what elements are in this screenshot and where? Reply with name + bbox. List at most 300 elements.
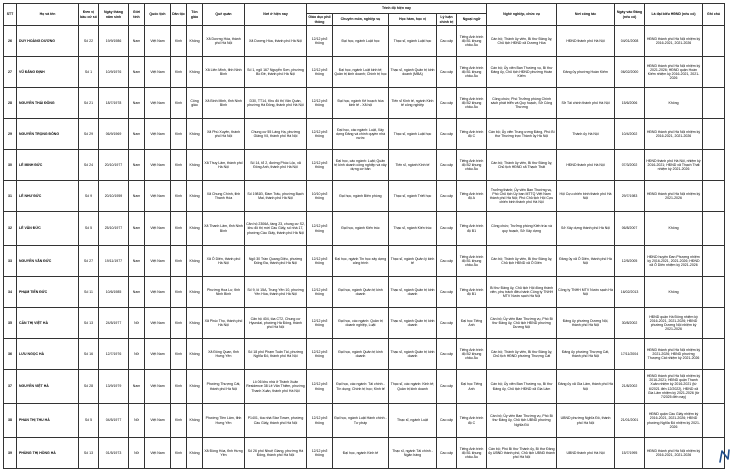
cell-delegate: HĐND quận Hà Đông nhiệm kỳ 2016-2021, 2021-2026; HĐND phường Dương Nội nhiệm kỳ 2021-2026 <box>645 308 703 339</box>
cell-job: Cán bộ; Ủy viên Ban Thường vụ, Bí thư Đảng ủy, Chủ tịch HĐND xã Gia Lâm <box>487 370 557 404</box>
cell-delegate: Không <box>645 212 703 246</box>
header-edu-group: Trình độ hiện nay <box>307 4 487 14</box>
cell-stt: 27 <box>4 57 17 88</box>
cell-general: 12/12 phổ thông <box>307 277 333 308</box>
cell-language: Tiếng Anh trình độ B2 khung châu Âu <box>457 88 487 119</box>
cell-stt: 28 <box>4 88 17 119</box>
cell-job: Cán bộ; Thành ủy viên, Bí thư Đảng ủy, Chủ tịch HĐND xã Thạch Thất <box>487 150 557 181</box>
cell-degree: Thạc sĩ, ngành Quản trị kinh doanh (MBA) <box>389 57 437 88</box>
cell-ethnicity: Kinh <box>171 339 187 370</box>
cell-stt: 32 <box>4 212 17 246</box>
cell-hometown: Xã Thanh Lâm, tỉnh Ninh Bình <box>203 212 245 246</box>
cell-hometown: Xã Đông Quan, tỉnh Hưng Yên <box>203 339 245 370</box>
cell-delegate: HĐND quận Cầu Giấy nhiệm kỳ 2016-2021, 2021-2026; HĐND phường Nghĩa Đô nhiệm kỳ 2021-2026 <box>645 404 703 438</box>
cell-religion: Không <box>187 404 203 438</box>
cell-dob: 01/5/1973 <box>99 438 129 469</box>
header-nationality: Quốc tịch <box>145 4 171 26</box>
cell-nationality: Việt Nam <box>145 246 171 277</box>
cell-party-date: 21/8/2002 <box>615 370 645 404</box>
cell-degree: Tiến sĩ, ngành Kinh tế <box>389 150 437 181</box>
cell-nationality: Việt Nam <box>145 277 171 308</box>
cell-note <box>703 404 725 438</box>
cell-degree: Thạc sĩ, ngành Quản lý kinh tế <box>389 246 437 277</box>
cell-party-date: 29/7/1983 <box>615 181 645 212</box>
cell-gender: Nữ <box>129 404 145 438</box>
cell-delegate: HĐND thành phố Hà Nội nhiệm kỳ 2016-2021, 2021-2026 <box>645 119 703 150</box>
cell-note <box>703 339 725 370</box>
cell-name: NGUYỄN VIỆT HÀ <box>17 370 79 404</box>
cell-politics: Cao cấp <box>437 181 457 212</box>
cell-party-date: 06/02/2000 <box>615 57 645 88</box>
cell-stt: 39 <box>4 438 17 469</box>
cell-general: 12/12 phổ thông <box>307 119 333 150</box>
table-row <box>4 181 725 212</box>
cell-job: Cán bộ; Thành ủy viên, Bí thư Đảng ủy, Chủ tịch HĐND phường Thượng Cát <box>487 339 557 370</box>
cell-stt: 33 <box>4 246 17 277</box>
cell-politics: Cao cấp <box>437 57 457 88</box>
cell-religion: Không <box>187 57 203 88</box>
header-unit: Đơn vị bầu cử số <box>79 4 99 26</box>
cell-specialty: Đại học, ngành Biên phòng <box>333 181 389 212</box>
header-specialty: Chuyên môn, nghiệp vụ <box>333 14 389 26</box>
cell-workplace: Đảng ủy xã Gia Lâm, thành phố Hà Nội <box>557 370 615 404</box>
cell-religion: Không <box>187 370 203 404</box>
cell-note <box>703 308 725 339</box>
header-general: Giáo dục phổ thông <box>308 15 331 24</box>
cell-hometown: Phường Thượng Cát, thành phố Hà Nội <box>203 370 245 404</box>
cell-language: Đại học Tiếng Anh <box>457 370 487 404</box>
cell-name: CẤN THỊ VIỆT HÀ <box>17 308 79 339</box>
cell-delegate: HĐND huyện Đan Phượng nhiệm kỳ 2016-2021, 2021-2026; HĐND xã Ô Diên nhiệm kỳ 2021-2026 <box>645 246 703 277</box>
header-hometown: Quê quán <box>203 4 245 26</box>
cell-party-date: 10/4/2002 <box>615 119 645 150</box>
cell-workplace: Công ty TNHH MTV Nước sạch Hà Nội <box>557 277 615 308</box>
cell-unit: Số 13 <box>79 438 99 469</box>
cell-residence: Căn hộ 404, tòa CT2, Chung cư Hyundai, phường Hà Đông, thành phố Hà Nội <box>245 308 307 339</box>
cell-specialty: Đại học, ngành Quản trị kinh doanh <box>333 339 389 370</box>
cell-specialty: Đại học, ngành Tin học xây dựng công trình <box>333 246 389 277</box>
cell-delegate: HĐND thành phố Hà Nội nhiệm kỳ 2021-2026 <box>645 181 703 212</box>
cell-unit: Số 28 <box>79 370 99 404</box>
cell-residence: Số 1, ngõ 167 Nguyễn Sơn, phường Bồ Đề, thành phố Hà Nội <box>245 57 307 88</box>
table-row <box>4 88 725 119</box>
cell-nationality: Việt Nam <box>145 438 171 469</box>
table-row <box>4 57 725 88</box>
cell-nationality: Việt Nam <box>145 88 171 119</box>
cell-degree: Thạc sĩ, ngành Luật học <box>389 119 437 150</box>
cell-job: Cán bộ; Thành ủy viên, Bí thư Đảng ủy, Chủ tịch HĐND xã Ô Diên <box>487 246 557 277</box>
cell-delegate: Không <box>645 88 703 119</box>
cell-religion: Không <box>187 277 203 308</box>
cell-residence: Số 9, lô 15A, Trung Yên 10, phường Yên Hòa, thành phố Hà Nội <box>245 277 307 308</box>
cell-stt: 37 <box>4 370 17 404</box>
cell-politics: Cao cấp <box>437 438 457 469</box>
cell-ethnicity: Kinh <box>171 277 187 308</box>
cell-delegate: HĐND thành phố Hà Nội nhiệm kỳ 2016-2021; HĐND quận Thanh Xuân nhiệm kỳ 2016-2021 (từ 6/2021 đến 12/2022), HĐND xã Gia Lâm nhiệm kỳ 2021-2026 (từ 7/2025 đến nay) <box>645 370 703 404</box>
cell-nationality: Việt Nam <box>145 370 171 404</box>
cell-general: 12/12 phổ thông <box>307 246 333 277</box>
cell-note <box>703 370 725 404</box>
cell-specialty: Đại học, ngành Luật Hành chính - Tư pháp <box>333 404 389 438</box>
cell-general: 12/12 phổ thông <box>307 57 333 88</box>
cell-workplace: Sở Tài chính thành phố Hà Nội <box>557 88 615 119</box>
cell-workplace: Đảng ủy xã Ô Diên, thành phố Hà Nội <box>557 246 615 277</box>
cell-hometown: Xã Thuỵ Lâm, thành phố Hà Nội <box>203 150 245 181</box>
cell-language: Tiếng Anh trình độ B2 khung châu Âu <box>457 150 487 181</box>
cell-party-date: 04/01/2008 <box>615 26 645 57</box>
cell-workplace: UBND thành phố Hà Nội <box>557 438 615 469</box>
cell-nationality: Việt Nam <box>145 119 171 150</box>
cell-job: Bí thư Đảng ủy, Chủ tịch Hội đồng thành viên, phụ trách điều hành Công ty TNHH MTV Nước sạch Hà Nội <box>487 277 557 308</box>
cell-specialty: Đại học, các ngành: Luật, Xây dựng Đảng và chính quyền nhà nước <box>333 119 389 150</box>
table-row <box>4 370 725 404</box>
cell-language: Tiếng Anh trình độ B1 khung châu Âu <box>457 438 487 469</box>
cell-party-date: 15/6/2006 <box>615 88 645 119</box>
cell-job: Cán bộ; Phó Bí thư Thành ủy, Bí thư Đảng ủy UBND thành phố, Chủ tịch UBND thành phố Hà Nội <box>487 438 557 469</box>
cell-general: 12/12 phổ thông <box>307 370 333 404</box>
cell-workplace: Hội Cựu chiến binh thành phố Hà Nội <box>557 181 615 212</box>
cell-workplace: Thành ủy Hà Nội <box>557 119 615 150</box>
cell-religion: Không <box>187 308 203 339</box>
table-row <box>4 438 725 469</box>
cell-job: Cán bộ; Thành ủy viên, Bí thư Đảng ủy, Chủ tịch HĐND xã Dương Hòa <box>487 26 557 57</box>
cell-politics: Cao cấp <box>437 339 457 370</box>
cell-workplace: Đảng ủy phường Dương Nội, thành phố Hà Nội <box>557 308 615 339</box>
cell-stt: 38 <box>4 404 17 438</box>
cell-general: 12/12 phổ thông <box>307 26 333 57</box>
cell-residence: Xã Dương Hòa, thành phố Hà Nội <box>245 26 307 57</box>
cell-residence: Lô 06 khu nhà ở Thành Xuân Residence 38 Lê Văn Thiêm, phường Thanh Xuân, thành phố Hà Nội <box>245 370 307 404</box>
cell-religion: Không <box>187 212 203 246</box>
cell-name: LÊ MINH ĐỨC <box>17 150 79 181</box>
cell-party-date: 07/3/2002 <box>615 150 645 181</box>
cell-party-date: 30/8/2002 <box>615 308 645 339</box>
cell-general: 12/12 phổ thông <box>307 339 333 370</box>
cell-ethnicity: Kinh <box>171 308 187 339</box>
cell-party-date: 21/01/2001 <box>615 404 645 438</box>
cell-note <box>703 181 725 212</box>
cell-delegate: HĐND thành phố Hà Nội nhiệm kỳ 2021-2026; HĐND phường Thượng Cát nhiệm kỳ 2021-2026 <box>645 339 703 370</box>
cell-ethnicity: Kinh <box>171 119 187 150</box>
cell-delegate: Không <box>645 277 703 308</box>
cell-hometown: Xã Đồng Hòa, tỉnh Hưng Yên <box>203 438 245 469</box>
cell-ethnicity: Kinh <box>171 150 187 181</box>
header-party-date: Ngày vào Đảng (nếu có) <box>615 4 645 26</box>
cell-religion: Không <box>187 150 203 181</box>
table-row <box>4 212 725 246</box>
cell-unit: Số 9 <box>79 181 99 212</box>
cell-workplace: Đảng ủy phường Hoàn Kiếm <box>557 57 615 88</box>
header-religion: Tôn giáo <box>187 4 203 26</box>
cell-delegate: HĐND thành phố Hà Nội, nhiệm kỳ 2016-2021; HĐND xã Thạch Thất nhiệm kỳ 2021-2026 <box>645 150 703 181</box>
cell-gender: Nam <box>129 246 145 277</box>
cell-degree: Thạc sĩ, ngành Kiến trúc <box>389 212 437 246</box>
cell-nationality: Việt Nam <box>145 26 171 57</box>
cell-dob: 20/10/1977 <box>99 150 129 181</box>
cell-name: PHÙNG THỊ HỒNG HÀ <box>17 438 79 469</box>
cell-workplace: HĐND thành phố Hà Nội <box>557 26 615 57</box>
cell-workplace: Sở Xây dựng thành phố Hà Nội <box>557 212 615 246</box>
cell-stt: 29 <box>4 119 17 150</box>
cell-degree: Thạc sĩ, ngành Tài chính - Ngân hàng <box>389 438 437 469</box>
cell-ethnicity: Kinh <box>171 181 187 212</box>
cell-specialty: Đại học, ngành Quản trị kinh doanh <box>333 277 389 308</box>
cell-gender: Nam <box>129 119 145 150</box>
cell-nationality: Việt Nam <box>145 181 171 212</box>
cell-degree: Thạc sĩ, ngành Luật <box>389 404 437 438</box>
cell-degree: Thạc sĩ, các ngành: Kinh tế; Quản trị kinh doanh <box>389 370 437 404</box>
cell-delegate: HĐND thành phố Hà Nội nhiệm kỳ 2021-2026; HĐND quận Hoàn Kiếm nhiệm kỳ 2016-2021, 2021-2026 <box>645 57 703 88</box>
cell-ethnicity: Kinh <box>171 404 187 438</box>
cell-stt: 34 <box>4 277 17 308</box>
cell-religion: Không <box>187 438 203 469</box>
cell-language: Tiếng Anh trình độ C <box>457 119 487 150</box>
cell-language: Tiếng Anh trình độ B1 khung châu Âu <box>457 57 487 88</box>
cell-specialty: Đại học, ngành Kinh tế <box>333 438 389 469</box>
cell-nationality: Việt Nam <box>145 308 171 339</box>
cell-general: 10/10 phổ thông <box>307 181 333 212</box>
cell-dob: 25/10/1977 <box>99 212 129 246</box>
cell-name: NGUYỄN VĂN ĐỨC <box>17 246 79 277</box>
cell-dob: 24/5/1977 <box>99 308 129 339</box>
header-stt: STT <box>4 4 17 26</box>
header-politics: Lý luận chính trị <box>437 14 457 26</box>
cell-general: 12/12 phổ thông <box>307 308 333 339</box>
cell-hometown: Xã Chung Chính, tỉnh Thanh Hóa <box>203 181 245 212</box>
cell-hometown: Xã Ô Diên, thành phố Hà Nội <box>203 246 245 277</box>
cell-politics: Cao cấp <box>437 370 457 404</box>
cell-politics: Cao cấp <box>437 26 457 57</box>
cell-unit: Số 24 <box>79 150 99 181</box>
cell-party-date: 06/8/2007 <box>615 212 645 246</box>
cell-dob: 18/7/1978 <box>99 88 129 119</box>
cell-residence: Số 18 phố Phạm Tuấn Tài, phường Nghĩa Đô, thành phố Hà Nội <box>245 339 307 370</box>
cell-name: LÊ NHƯ ĐỨC <box>17 181 79 212</box>
header-name: Họ và tên <box>17 4 79 26</box>
cell-nationality: Việt Nam <box>145 404 171 438</box>
cell-language: Tiếng Anh trình độ B1 khung châu Âu <box>457 26 487 57</box>
watermark-logo-icon <box>717 447 735 465</box>
cell-residence: Chung cư 55 Láng Hạ, phường Giảng Võ, thành phố Hà Nội <box>245 119 307 150</box>
cell-job: Cán bộ; Ủy viên Trung ương Đảng, Phó Bí thư Thường trực Thành ủy Hà Nội <box>487 119 557 150</box>
cell-religion: Không <box>187 26 203 57</box>
cell-unit: Số 11 <box>79 277 99 308</box>
cell-ethnicity: Kinh <box>171 246 187 277</box>
header-gender: Giới tính <box>129 4 145 26</box>
cell-stt: 30 <box>4 150 17 181</box>
cell-note <box>703 246 725 277</box>
cell-workplace: HĐND thành phố Hà Nội <box>557 150 615 181</box>
cell-gender: Nam <box>129 370 145 404</box>
cell-language: Tiếng Anh trình độ B2 khung châu Âu <box>457 339 487 370</box>
cell-unit: Số 29 <box>79 119 99 150</box>
cell-dob: 12/7/1976 <box>99 339 129 370</box>
cell-gender: Nam <box>129 150 145 181</box>
cell-unit: Số 13 <box>79 308 99 339</box>
cell-specialty: Đại học, các ngành: Quản trị doanh nghiệp, Luật <box>333 308 389 339</box>
cell-party-date: 12/5/2005 <box>615 246 645 277</box>
cell-name: PHẠM TIẾN ĐỨC <box>17 277 79 308</box>
cell-ethnicity: Kinh <box>171 438 187 469</box>
cell-politics: Cao cấp <box>437 404 457 438</box>
cell-language: Tiếng Anh trình độ B1 <box>457 277 487 308</box>
cell-note <box>703 150 725 181</box>
cell-job: Cán bộ; Ủy viên Ban Thường vụ, Bí thư Đảng ủy, Chủ tịch HĐND phường Hoàn Kiếm <box>487 57 557 88</box>
header-language: Ngoại ngữ <box>457 14 487 26</box>
cell-hometown: Xã Phú Xuyên, thành phố Hà Nội <box>203 119 245 150</box>
cell-gender: Nam <box>129 26 145 57</box>
cell-religion: Không <box>187 119 203 150</box>
cell-note <box>703 57 725 88</box>
cell-name: PHAN THỊ THU HÀ <box>17 404 79 438</box>
cell-name: VŨ ĐĂNG ĐỊNH <box>17 57 79 88</box>
cell-stt: 35 <box>4 308 17 339</box>
cell-job: Công chức; Phó Trưởng phòng Chính sách phát triển và Quy hoạch, Sở Công Thương <box>487 88 557 119</box>
cell-hometown: Xã Phúc Thọ, thành phố Hà Nội <box>203 308 245 339</box>
table-row <box>4 277 725 308</box>
table-row <box>4 404 725 438</box>
cell-politics: Cao cấp <box>437 308 457 339</box>
cell-delegate: HĐND thành phố Hà Nội nhiệm kỳ 2016-2021, 2021-2026 <box>645 438 703 469</box>
cell-politics: Cao cấp <box>437 212 457 246</box>
header-note: Ghi chú <box>703 4 725 26</box>
cell-nationality: Việt Nam <box>145 212 171 246</box>
header-delegate: Là đại biểu HĐND (nếu có) <box>645 4 703 26</box>
cell-ethnicity: Kinh <box>171 88 187 119</box>
cell-job: Cán bộ; Ủy viên Ban Thường vụ, Phó Bí thư Đảng ủy, Chủ tịch HĐND phường Dương Nội <box>487 308 557 339</box>
cell-politics: Cao cấp <box>437 246 457 277</box>
cell-ethnicity: Kinh <box>171 370 187 404</box>
cell-workplace: Đảng ủy phường Thượng Cát, thành phố Hà Nội <box>557 339 615 370</box>
cell-degree: Thạc sĩ, ngành Quản trị kinh doanh <box>389 339 437 370</box>
cell-party-date: 15/7/1995 <box>615 438 645 469</box>
cell-hometown: Xã Dương Hòa, thành phố Hà Nội <box>203 26 245 57</box>
cell-dob: 19/11/1977 <box>99 246 129 277</box>
table-row <box>4 150 725 181</box>
cell-stt: 31 <box>4 181 17 212</box>
cell-language: Tiếng Anh trình độ C <box>457 404 487 438</box>
cell-degree: Thạc sĩ, ngành Quản trị kinh doanh <box>389 277 437 308</box>
cell-name: LÊ VĂN ĐỨC <box>17 212 79 246</box>
cell-dob: 06/9/1969 <box>99 119 129 150</box>
cell-politics: Cao cấp <box>437 88 457 119</box>
cell-language: Tiếng Anh trình độ B1 <box>457 212 487 246</box>
cell-residence: Số 14, tổ 2, đường Phúc Lộc, xã Đông Anh, thành phố Hà Nội <box>245 150 307 181</box>
cell-hometown: Phường Hoa Lư, tỉnh Ninh Bình <box>203 277 245 308</box>
header-ethnicity: Dân tộc <box>171 4 187 26</box>
table-row <box>4 119 725 150</box>
cell-dob: 20/10/1959 <box>99 181 129 212</box>
cell-dob: 10/6/1985 <box>99 277 129 308</box>
cell-note <box>703 26 725 57</box>
cell-nationality: Việt Nam <box>145 150 171 181</box>
cell-language: Tiếng Anh trình độ A <box>457 181 487 212</box>
cell-specialty: Đại học, các ngành: Luật; Quản trị kinh doanh công nghiệp và xây dựng cơ bản <box>333 150 389 181</box>
cell-gender: Nam <box>129 57 145 88</box>
cell-ethnicity: Kinh <box>171 212 187 246</box>
cell-note <box>703 119 725 150</box>
cell-residence: Số 26 phố Nhuệ Giang, phường Hà Đông, thành phố Hà Nội <box>245 438 307 469</box>
cell-gender: Nam <box>129 181 145 212</box>
header-residence: Nơi ở hiện nay <box>245 4 307 26</box>
cell-party-date: 17/11/2004 <box>615 339 645 370</box>
cell-hometown: Phường Tiền Lâm, tỉnh Hưng Yên <box>203 404 245 438</box>
cell-name: NGUYỄN TRỌNG ĐÔNG <box>17 119 79 150</box>
cell-dob: 04/5/1977 <box>99 404 129 438</box>
table-header <box>4 4 725 26</box>
cell-gender: Nam <box>129 88 145 119</box>
cell-language: Tiếng Anh trình độ B1 khung châu Âu <box>457 246 487 277</box>
cell-name: LƯU NGỌC HÀ <box>17 339 79 370</box>
cell-gender: Nữ <box>129 308 145 339</box>
cell-ethnicity: Kinh <box>171 26 187 57</box>
cell-name: NGUYỄN THÁI ĐÔNG <box>17 88 79 119</box>
table-body <box>4 26 725 469</box>
cell-general: 12/12 phổ thông <box>307 150 333 181</box>
cell-residence: Số 1981Đ, Đầm Trấu, phường Bạch Mai, thành phố Hà Nội <box>245 181 307 212</box>
cell-specialty: Đại học, các ngành: Tài chính - Tín dụng; Chính trị học; Kinh tế <box>333 370 389 404</box>
cell-general: 12/12 phổ thông <box>307 438 333 469</box>
cell-workplace: UBND phường Nghĩa Đô, thành phố Hà Nội <box>557 404 615 438</box>
cell-unit: Số 27 <box>79 246 99 277</box>
candidate-table <box>3 3 725 469</box>
header-dob: Ngày tháng năm sinh <box>99 4 129 26</box>
cell-dob: 13/9/1979 <box>99 370 129 404</box>
cell-degree: Thạc sĩ, ngành Luật học <box>389 26 437 57</box>
cell-specialty: Đại học, ngành Luật học <box>333 26 389 57</box>
cell-unit: Số 1 <box>79 57 99 88</box>
cell-politics: Cao cấp <box>437 119 457 150</box>
cell-gender: Nam <box>129 212 145 246</box>
cell-note <box>703 277 725 308</box>
cell-residence: D30, TT14, Khu đô thị Văn Quán, phường Hà Đông, thành phố Hà Nội <box>245 88 307 119</box>
header-degree: Học hàm, học vị <box>389 14 437 26</box>
cell-general: 12/12 phổ thông <box>307 404 333 438</box>
table-row <box>4 308 725 339</box>
cell-note <box>703 212 725 246</box>
table-row <box>4 246 725 277</box>
header-job: Nghề nghiệp, chức vụ <box>487 4 557 26</box>
cell-hometown: Xã Bình Minh, tỉnh Ninh Bình <box>203 88 245 119</box>
cell-job: Trưởng thành; Ủy viên Ban Thường vụ, Phó Chủ tịch Ủy ban MTTQ Việt Nam thành phố Hà Nội; Phó Chủ tịch Hội Cựu chiến binh thành phố Hà Nội <box>487 181 557 212</box>
cell-general: 12/12 phổ thông <box>307 212 333 246</box>
cell-religion: Không <box>187 181 203 212</box>
cell-specialty: Đại học, ngành Kiến trúc <box>333 212 389 246</box>
cell-politics: Cao cấp <box>437 277 457 308</box>
cell-party-date: 16/02/2013 <box>615 277 645 308</box>
cell-politics: Cao cấp <box>437 150 457 181</box>
cell-delegate: HĐND thành phố Hà Nội nhiệm kỳ 2016-2021, 2021-2026 <box>645 26 703 57</box>
table-row <box>4 26 725 57</box>
cell-name: DUY HOÀNG DƯƠNG <box>17 26 79 57</box>
cell-religion: Không <box>187 246 203 277</box>
cell-specialty: Đại học, ngành Kế hoạch hóa kinh tế - Xã hội <box>333 88 389 119</box>
cell-hometown: Xã Liên Minh, tỉnh Ninh Bình <box>203 57 245 88</box>
cell-gender: Nữ <box>129 339 145 370</box>
cell-stt: 26 <box>4 26 17 57</box>
cell-specialty: Đại học, ngành Luật kinh tế; Quản trị kinh doanh; Chính trị học <box>333 57 389 88</box>
cell-dob: 19/9/1986 <box>99 26 129 57</box>
cell-stt: 36 <box>4 339 17 370</box>
cell-residence: Căn hộ 2306A, tầng 23, chung cư S2, khu đô thị mới Cầu Giấy, số nhà 17, phường Cầu Giấy, thành phố Hà Nội <box>245 212 307 246</box>
cell-residence: Ngõ 30 Trần Quang Diệu, phường Đống Đa, thành phố Hà Nội <box>245 246 307 277</box>
cell-degree: Tiến sĩ Kinh tế, ngành Kinh tế công nghiệp <box>389 88 437 119</box>
cell-gender: Nam <box>129 277 145 308</box>
cell-job: Công chức; Trưởng phòng Kiến trúc và quy hoạch, Sở Xây dựng <box>487 212 557 246</box>
cell-dob: 10/9/1976 <box>99 57 129 88</box>
cell-nationality: Việt Nam <box>145 57 171 88</box>
cell-unit: Số 16 <box>79 339 99 370</box>
